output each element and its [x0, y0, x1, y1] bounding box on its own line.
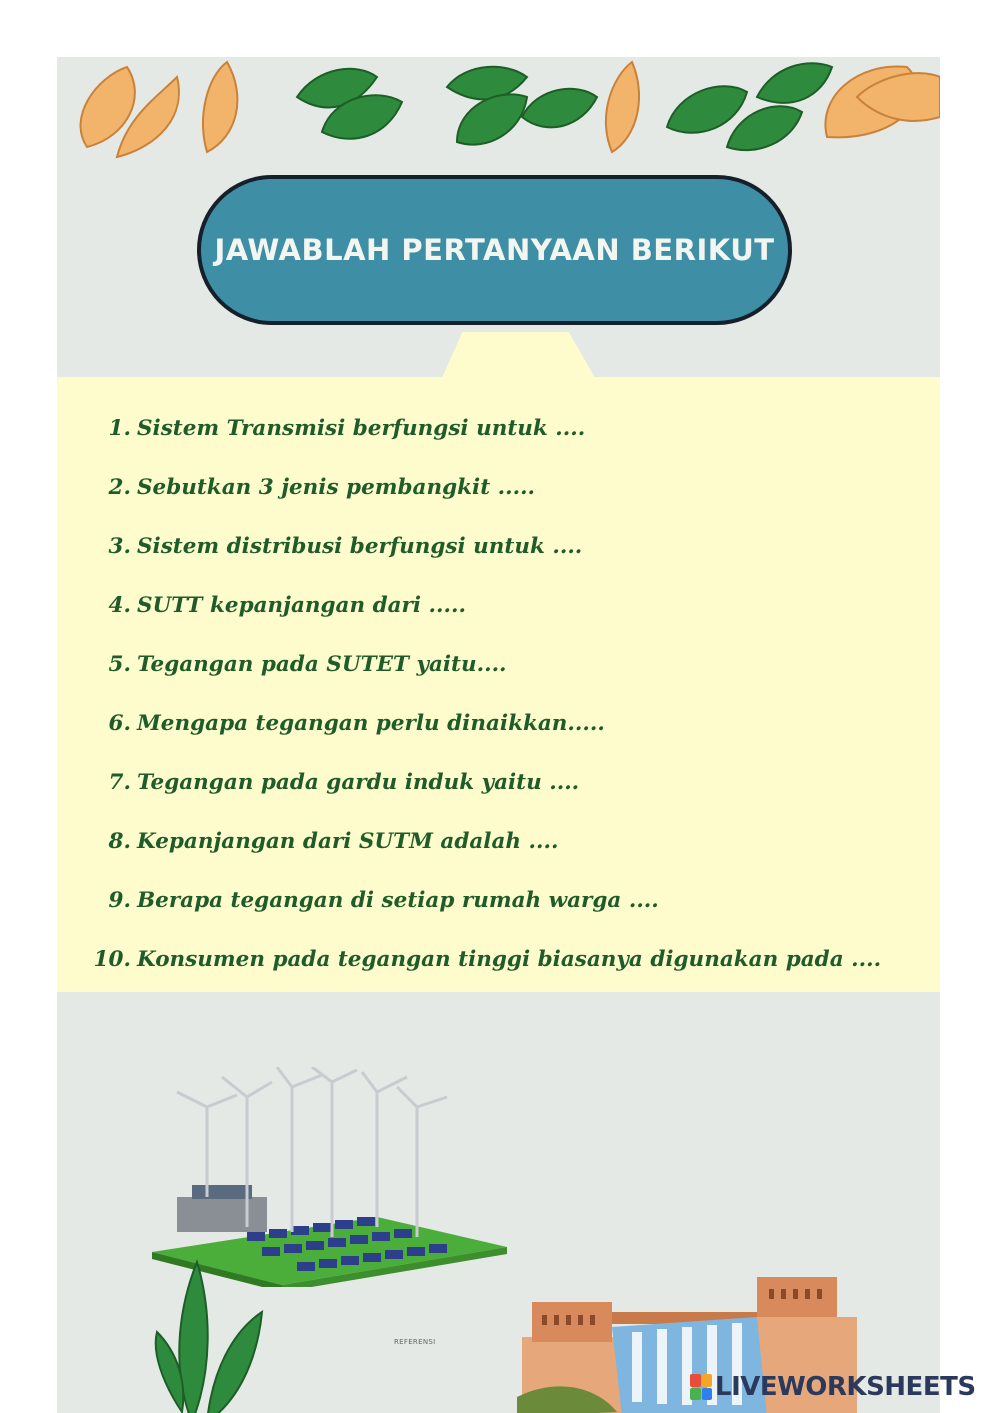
- leaf-decoration: [57, 57, 940, 167]
- question-text: Konsumen pada tegangan tinggi biasanya digunakan pada ....: [137, 947, 882, 972]
- banana-leaf-decoration: [152, 1252, 272, 1413]
- question-text: Berapa tegangan di setiap rumah warga ....: [137, 888, 659, 913]
- watermark-text: LIVEWORKSHEETS: [715, 1372, 976, 1402]
- worksheet-page: [57, 57, 940, 1413]
- question-number: 9.: [108, 888, 131, 913]
- question-item: [85, 930, 881, 989]
- question-number: 4.: [108, 593, 131, 618]
- question-text: SUTT kepanjangan dari .....: [137, 593, 466, 618]
- question-number: 5.: [108, 652, 131, 677]
- question-text: Tegangan pada gardu induk yaitu ....: [137, 770, 580, 795]
- question-item: [85, 871, 881, 930]
- question-number: 7.: [108, 770, 131, 795]
- liveworksheets-watermark: [690, 1372, 976, 1402]
- liveworksheets-logo: [690, 1374, 712, 1400]
- question-number: 6.: [108, 711, 131, 736]
- page-title: JAWABLAH PERTANYAAN BERIKUT: [214, 233, 775, 267]
- question-item: [85, 399, 881, 458]
- question-text: Mengapa tegangan perlu dinaikkan.....: [137, 711, 605, 736]
- question-list: [85, 399, 881, 989]
- reference-label: REFERENSI: [394, 1338, 436, 1346]
- question-item: [85, 458, 881, 517]
- question-number: 10.: [93, 947, 131, 972]
- title-banner: [197, 175, 792, 325]
- question-item: [85, 753, 881, 812]
- question-item: [85, 517, 881, 576]
- question-text: Sistem distribusi berfungsi untuk ....: [137, 534, 583, 559]
- question-item: [85, 635, 881, 694]
- question-text: Sebutkan 3 jenis pembangkit .....: [137, 475, 536, 500]
- question-item: [85, 812, 881, 871]
- question-number: 1.: [108, 416, 131, 441]
- question-text: Kepanjangan dari SUTM adalah ....: [137, 829, 559, 854]
- question-number: 2.: [108, 475, 131, 500]
- question-item: [85, 694, 881, 753]
- question-text: Tegangan pada SUTET yaitu....: [137, 652, 507, 677]
- question-text: Sistem Transmisi berfungsi untuk ....: [137, 416, 586, 441]
- question-number: 3.: [108, 534, 131, 559]
- question-item: [85, 576, 881, 635]
- question-number: 8.: [108, 829, 131, 854]
